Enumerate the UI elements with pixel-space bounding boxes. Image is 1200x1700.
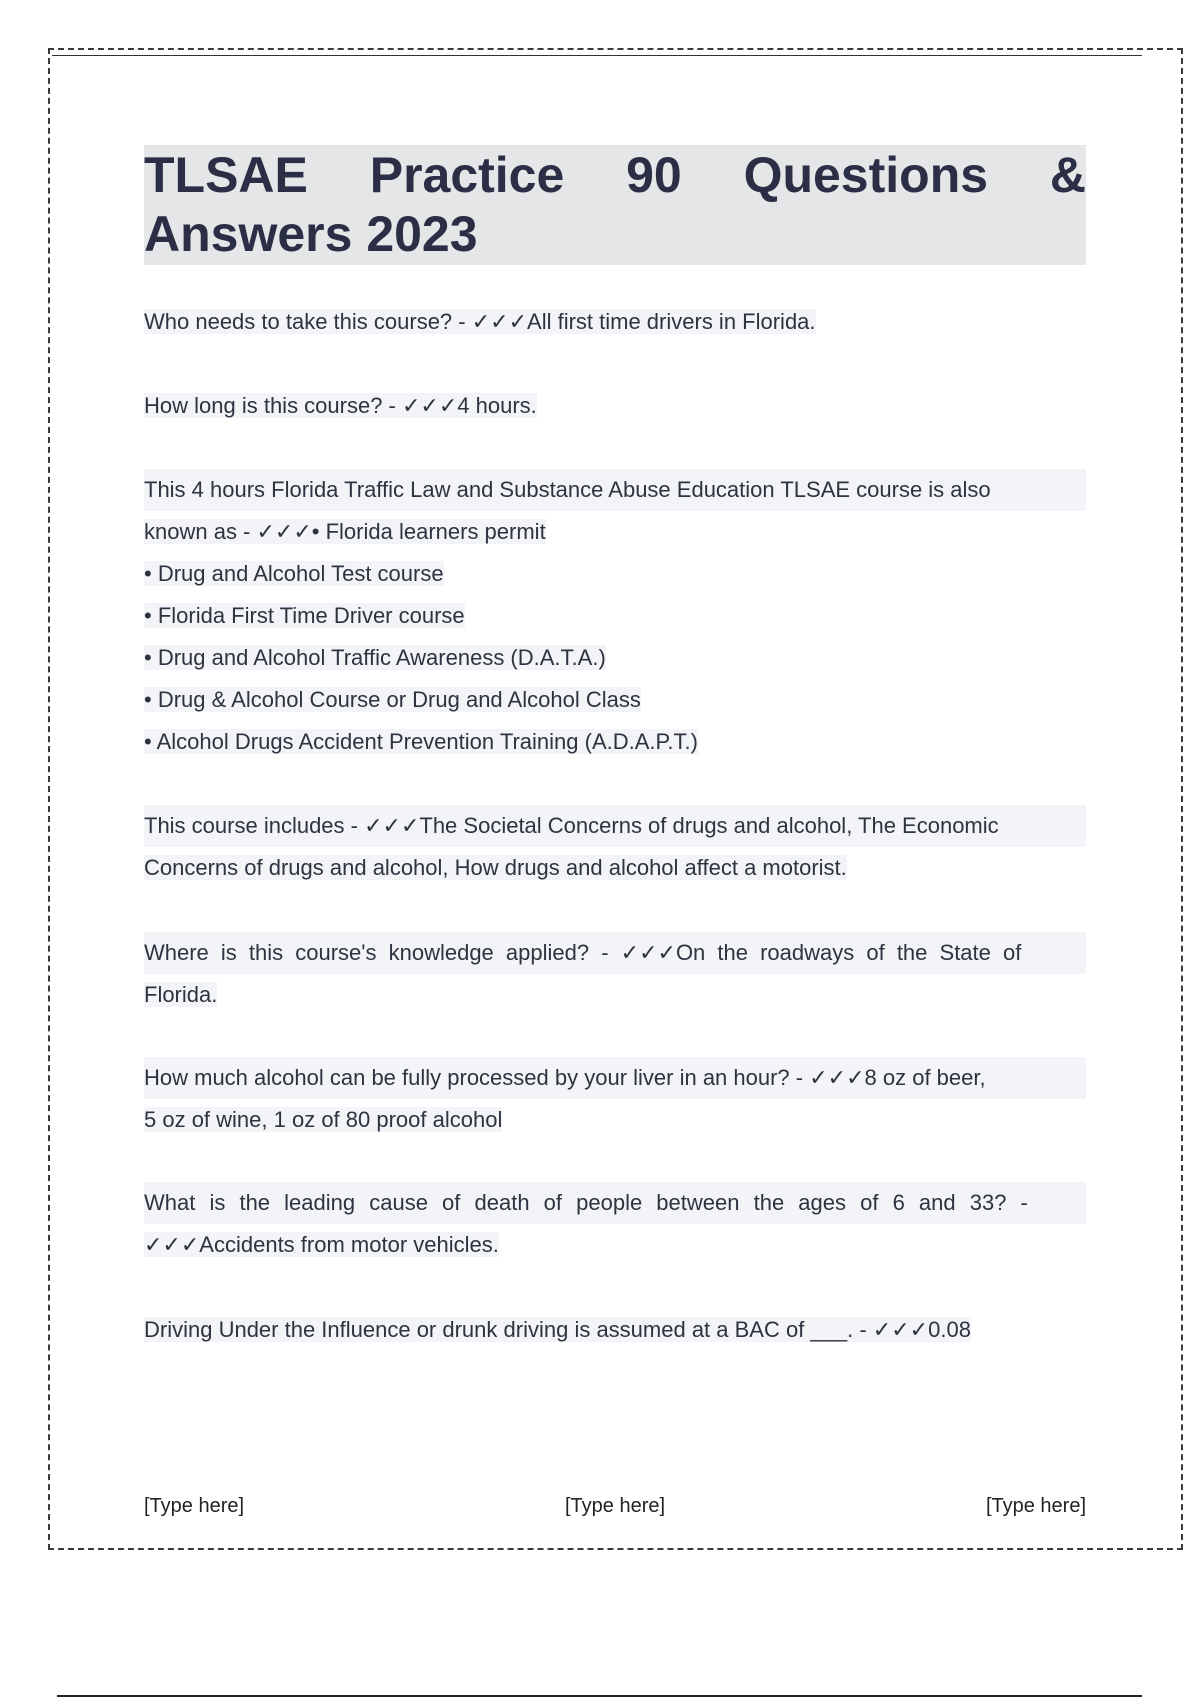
title-word: Practice — [369, 147, 565, 203]
qa-line-justified — [144, 805, 1086, 847]
qa-line: • Drug & Alcohol Course or Drug and Alcohol Class — [144, 687, 641, 712]
title-word: TLSAE — [144, 147, 308, 203]
page-footer — [144, 1495, 1086, 1518]
qa-line: Florida. — [144, 982, 218, 1007]
qa-item-5 — [144, 932, 1086, 1016]
qa-item-1 — [144, 301, 1086, 343]
footer-right: [Type here] — [985, 1495, 1086, 1517]
footer-left: [Type here] — [144, 1495, 245, 1517]
qa-item-4 — [144, 805, 1086, 889]
qa-line: How much alcohol can be fully processed by your liver in an hour? - ✓✓✓8 oz of beer, — [144, 1065, 986, 1090]
qa-line: This course includes - ✓✓✓The Societal Concerns of drugs and alcohol, The Economic — [144, 813, 999, 838]
qa-item-6 — [144, 1057, 1086, 1141]
qa-line-justified — [144, 469, 1086, 511]
qa-line-justified — [144, 1182, 1086, 1224]
header-rule — [52, 55, 1142, 56]
document-title — [144, 145, 1086, 265]
qa-line-justified — [144, 1057, 1086, 1099]
qa-line: ✓✓✓Accidents from motor vehicles. — [144, 1232, 499, 1257]
qa-line-justified — [144, 932, 1086, 974]
title-word: Questions — [743, 147, 989, 203]
qa-line: How long is this course? - ✓✓✓4 hours. — [144, 393, 537, 418]
qa-line: Who needs to take this course? - ✓✓✓All first time drivers in Florida. — [144, 309, 816, 334]
title-line-1 — [144, 145, 1086, 205]
footer-center: [Type here] — [564, 1495, 666, 1517]
qa-line: known as - ✓✓✓• Florida learners permit — [144, 519, 546, 544]
qa-line: Driving Under the Influence or drunk driving is assumed at a BAC of ___. - ✓✓✓0.08 — [144, 1317, 971, 1342]
qa-line: • Drug and Alcohol Test course — [144, 561, 444, 586]
bottom-rule — [57, 1695, 1142, 1697]
qa-item-7 — [144, 1182, 1086, 1266]
qa-line: 5 oz of wine, 1 oz of 80 proof alcohol — [144, 1107, 503, 1132]
qa-line: • Florida First Time Driver course — [144, 603, 465, 628]
qa-line: Where is this course's knowledge applied? - ✓✓✓On the roadways of the State of — [144, 940, 1022, 965]
qa-line: This 4 hours Florida Traffic Law and Substance Abuse Education TLSAE course is also — [144, 477, 991, 502]
title-line-2: Answers 2023 — [144, 206, 478, 262]
qa-item-3 — [144, 469, 1086, 763]
title-word: 90 — [626, 147, 682, 203]
qa-item-2 — [144, 385, 1086, 427]
qa-item-8 — [144, 1309, 1086, 1351]
qa-line: • Drug and Alcohol Traffic Awareness (D.A.T.A.) — [144, 645, 606, 670]
qa-line: What is the leading cause of death of people between the ages of 6 and 33? - — [144, 1190, 1028, 1215]
qa-line: Concerns of drugs and alcohol, How drugs and alcohol affect a motorist. — [144, 855, 847, 880]
title-word: & — [1049, 147, 1086, 203]
qa-line: • Alcohol Drugs Accident Prevention Training (A.D.A.P.T.) — [144, 729, 698, 754]
